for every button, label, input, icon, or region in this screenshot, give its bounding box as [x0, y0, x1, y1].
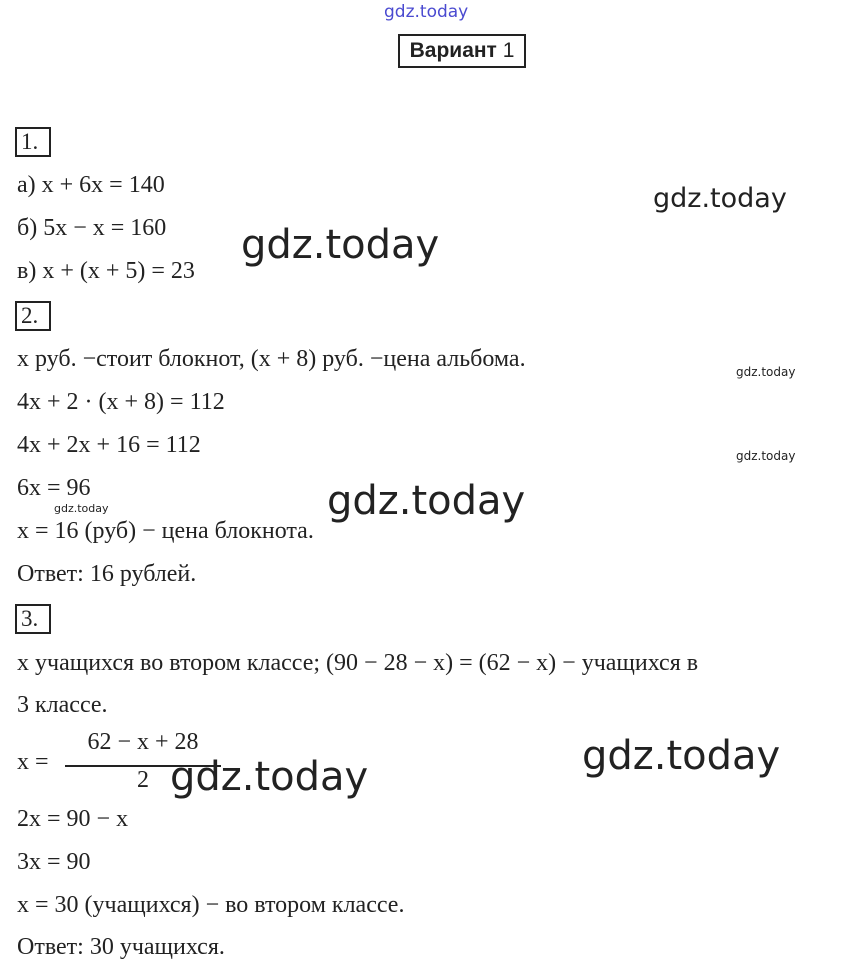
task-2-line: x = 16 (руб) − цена блокнота.	[17, 518, 314, 544]
task-2-answer: Ответ: 16 рублей.	[17, 561, 197, 587]
variant-number: 1	[502, 39, 515, 62]
watermark: gdz.today	[736, 365, 796, 379]
watermark: gdz.today	[582, 733, 781, 779]
task-1-b: б) 5x − x = 160	[17, 215, 167, 241]
task-2-line: 4x + 2x + 16 = 112	[17, 432, 201, 458]
variant-label: Вариант	[409, 39, 497, 62]
task-1-number: 1.	[15, 127, 51, 157]
task-3-line: x учащихся во втором классе; (90 − 28 − x) = (62 − x) − учащихся в	[17, 650, 699, 676]
watermark: gdz.today	[327, 478, 526, 524]
fraction-denominator: 2	[137, 767, 149, 793]
task-2-number: 2.	[15, 301, 51, 331]
task-1-c: в) x + (x + 5) = 23	[17, 258, 195, 284]
task-2-line: x руб. −стоит блокнот, (x + 8) руб. −цена альбома.	[17, 346, 526, 372]
task-3-number: 3.	[15, 604, 51, 634]
fraction-numerator: 62 − x + 28	[87, 729, 199, 755]
task-3-line: 2x = 90 − x	[17, 806, 129, 832]
watermark: gdz.today	[736, 449, 796, 463]
task-3-answer: Ответ: 30 учащихся.	[17, 934, 225, 960]
watermark: gdz.today	[54, 502, 109, 515]
watermark: gdz.today	[170, 754, 369, 800]
watermark: gdz.today	[241, 222, 440, 268]
task-3-line: 3 классе.	[17, 692, 108, 718]
watermark-top: gdz.today	[384, 2, 469, 22]
task-3-line: 3x = 90	[17, 849, 91, 875]
task-3-line: x = 30 (учащихся) − во втором классе.	[17, 892, 405, 918]
task-2-line: 6x = 96	[17, 475, 91, 501]
variant-title	[398, 34, 526, 68]
task-2-line: 4x + 2 · (x + 8) = 112	[17, 389, 225, 415]
task-1-a: а) x + 6x = 140	[17, 172, 165, 198]
fraction-lhs: x =	[17, 749, 49, 775]
watermark: gdz.today	[653, 183, 787, 214]
